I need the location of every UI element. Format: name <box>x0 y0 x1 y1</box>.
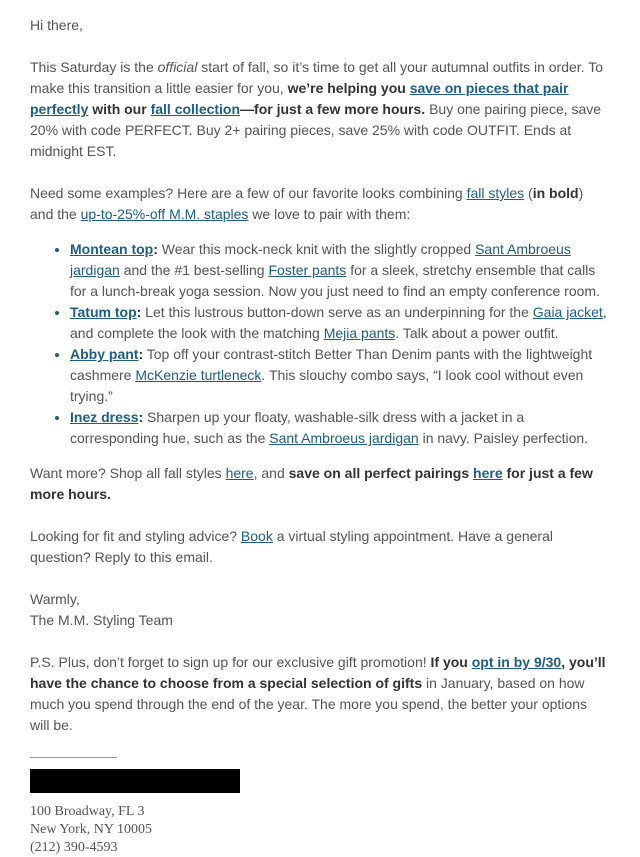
address-phone: (212) 390-4593 <box>30 840 118 855</box>
list-item-tatum: • Tatum top: Let this lustrous button-down serve as an underpinning for the Gaia jacket, and complete the look with the matching Mejia pants. Talk about a power outfit. <box>70 302 610 344</box>
mckenzie-turtleneck-link[interactable]: McKenzie turtleneck <box>135 367 262 383</box>
intro-paragraph: This Saturday is the official start of fall, so it’s time to get all your autumnal outfits in order. To make this transition a little easier for you, we’re helping you save on pieces that pair perfectly with our fall collection—for just a few more hours. Buy one pairing piece, save 20% with code PERFECT. Buy 2+ pairing pieces, save 25% with code OUTFIT. Ends at midnight EST. <box>30 59 603 159</box>
perfect-pairings-link[interactable]: here <box>473 465 503 481</box>
list-item-inez: • Inez dress: Sharpen up your floaty, washable-silk dress with a jacket in a corresponding hue, such as the Sant Ambroeus jardigan in navy. Paisley perfection. <box>70 407 610 449</box>
sant-ambroeus-jardigan-navy-link[interactable]: Sant Ambroeus jardigan <box>269 430 419 446</box>
signature-team: The M.M. Styling Team <box>30 612 173 628</box>
intro-bold: we’re helping you save on pieces that pair perfectly with our fall collection—for just a few more hours. <box>30 80 569 117</box>
closing <box>30 589 610 631</box>
fall-styles-link[interactable]: fall styles <box>466 185 525 201</box>
advice-paragraph: Looking for fit and styling advice? Book a virtual styling appointment. Have a general question? Reply to this email. <box>30 528 553 565</box>
redacted-signature-block <box>30 769 240 793</box>
list-item-montean: • Montean top: Wear this mock-neck knit with the slightly cropped Sant Ambroeus jardigan and the #1 best-selling Foster pants for a sleek, stretchy ensemble that calls for a lunch-break yoga session. Now you just need to find an empty conference room. <box>70 239 610 302</box>
fall-collection-link[interactable]: fall collection <box>150 101 241 117</box>
list-item-abby: • Abby pant: Top off your contrast-stitch Better Than Denim pants with the lightweight cashmere McKenzie turtleneck. This slouchy combo says, “I look cool without even trying.” <box>70 344 610 407</box>
sant-ambroeus-jardigan-link[interactable]: Sant Ambroeus jardigan <box>70 241 571 278</box>
staples-link[interactable]: up-to-25%-off M.M. staples <box>80 206 249 222</box>
mejia-pants-link[interactable]: Mejia pants <box>323 325 396 341</box>
shop-fall-styles-link[interactable]: here <box>225 465 254 481</box>
abby-pant-link[interactable]: Abby pant <box>70 346 139 362</box>
save-on-pieces-link[interactable]: save on pieces that pair perfectly <box>30 80 569 117</box>
gaia-jacket-link[interactable]: Gaia jacket <box>532 304 603 320</box>
official-emphasis: official <box>157 59 198 75</box>
signature-divider <box>30 757 117 758</box>
greeting: Hi there, <box>30 17 83 33</box>
email-body <box>30 15 610 857</box>
opt-in-link[interactable]: opt in by 9/30 <box>471 654 562 670</box>
examples-paragraph: Need some examples? Here are a few of our favorite looks combining fall styles (in bold) and the up-to-25%-off M.M. staples we love to pair with them: <box>30 185 584 222</box>
foster-pants-link[interactable]: Foster pants <box>268 262 347 278</box>
address-street: 100 Broadway, FL 3 <box>30 804 145 819</box>
address-city: New York, NY 10005 <box>30 822 152 837</box>
ps-paragraph: P.S. Plus, don’t forget to sign up for our exclusive gift promotion! If you opt in by 9/30, you’ll have the chance to choose from a special selection of gifts in January, based on how much you spend through the end of the year. The more you spend, the better your options will be. <box>30 654 606 733</box>
book-appointment-link[interactable]: Book <box>240 528 273 544</box>
looks-list <box>30 239 610 449</box>
inez-dress-link[interactable]: Inez dress <box>70 409 139 425</box>
more-paragraph: Want more? Shop all fall styles here, and save on all perfect pairings here for just a few more hours. <box>30 465 593 502</box>
tatum-top-link[interactable]: Tatum top <box>70 304 137 320</box>
footer-address <box>30 803 610 857</box>
montean-top-link[interactable]: Montean top <box>70 241 154 257</box>
closing-line: Warmly, <box>30 591 80 607</box>
